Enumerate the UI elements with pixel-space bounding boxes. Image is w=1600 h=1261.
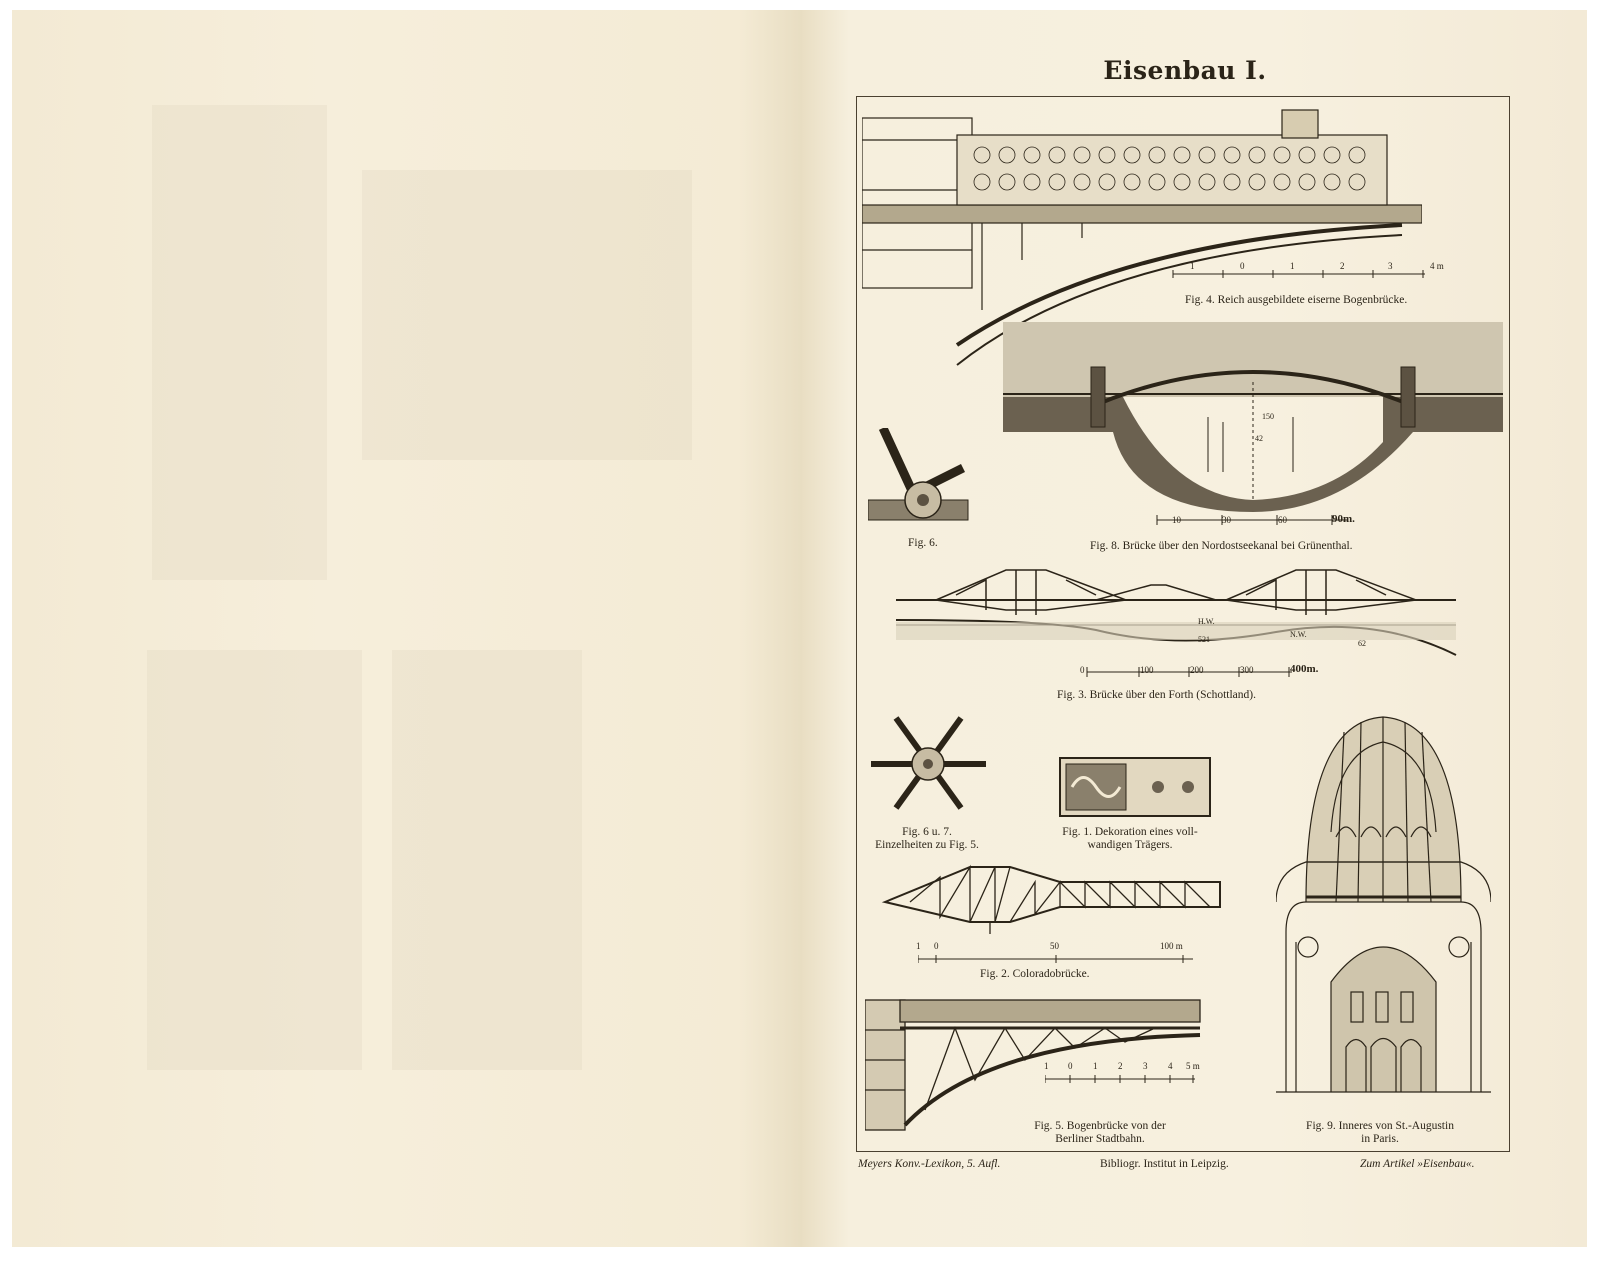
fig5-scale-label: 3	[1143, 1061, 1148, 1071]
fig4-caption: Fig. 4. Reich ausgebildete eiserne Bogenbrücke.	[1185, 294, 1408, 306]
fig2-scale-label: 1	[916, 941, 921, 951]
fig5-caption-line2: Berliner Stadtbahn.	[1055, 1133, 1145, 1145]
fig4-scale-label: 4 m	[1430, 261, 1444, 271]
fig8-scale-bar	[1152, 512, 1352, 528]
fig5-scale-label: 4	[1168, 1061, 1173, 1071]
fig5-caption-line1: Fig. 5. Bogenbrücke von der	[1034, 1120, 1166, 1132]
footer-left: Meyers Konv.-Lexikon, 5. Aufl.	[858, 1158, 1001, 1170]
fig1-girder-decoration	[1058, 754, 1214, 820]
fig4-scale-label: 3	[1388, 261, 1393, 271]
show-through-shadow	[392, 650, 582, 1070]
fig4-scale-label: 1	[1190, 261, 1195, 271]
fig8-scale-label: 10	[1172, 515, 1181, 525]
fig2-caption: Fig. 2. Coloradobrücke.	[980, 968, 1090, 980]
fig3-caption: Fig. 3. Brücke über den Forth (Schottland).	[1057, 689, 1256, 701]
fig4-scale-bar	[1165, 262, 1435, 282]
fig1-caption-line1: Fig. 1. Dekoration eines voll-	[1062, 826, 1198, 838]
fig4-scale-label: 1	[1290, 261, 1295, 271]
fig3-hw-label: H.W.	[1198, 617, 1215, 626]
fig3-scale-label: 400m.	[1290, 663, 1319, 675]
fig5-scale-label: 1	[1093, 1061, 1098, 1071]
fig8-caption: Fig. 8. Brücke über den Nordostseekanal bei Grünenthal.	[1090, 540, 1353, 552]
fig3-pier-label: 62	[1358, 639, 1366, 648]
footer-center: Bibliogr. Institut in Leipzig.	[1100, 1158, 1229, 1170]
fig9-caption-line1: Fig. 9. Inneres von St.-Augustin	[1306, 1120, 1454, 1132]
fig3-nw-label: N.W.	[1290, 630, 1307, 639]
fig8-scale-label: 60	[1278, 515, 1287, 525]
fig5-scale-label: 5 m	[1186, 1061, 1200, 1071]
fig8-canal-bridge	[1003, 322, 1503, 512]
fig4-scale-label: 2	[1340, 261, 1345, 271]
fig67-caption-line2: Einzelheiten zu Fig. 5.	[875, 839, 979, 851]
footer-right: Zum Artikel »Eisenbau«.	[1360, 1158, 1475, 1170]
fig5-scale-label: 2	[1118, 1061, 1123, 1071]
show-through-shadow	[152, 105, 327, 580]
fig8-height-label: 42	[1255, 434, 1263, 443]
fig5-berlin-arch-bridge	[865, 990, 1205, 1135]
fig5-scale-label: 1	[1044, 1061, 1049, 1071]
show-through-shadow	[362, 170, 692, 460]
fig6-joint-detail	[868, 428, 978, 528]
fig3-scale-label: 200	[1190, 665, 1204, 675]
fig2-scale-bar	[918, 952, 1198, 966]
fig2-colorado-bridge	[880, 862, 1225, 937]
fig3-scale-label: 0	[1080, 665, 1085, 675]
fig2-scale-label: 50	[1050, 941, 1059, 951]
fig5-scale-label: 0	[1068, 1061, 1073, 1071]
fig3-forth-bridge	[896, 560, 1466, 670]
fig2-scale-label: 0	[934, 941, 939, 951]
fig3-scale-label: 300	[1240, 665, 1254, 675]
left-page	[12, 10, 802, 1247]
fig6-caption: Fig. 6.	[908, 537, 938, 549]
fig8-span-label: 150	[1262, 412, 1274, 421]
page-title: Eisenbau I.	[1103, 56, 1267, 85]
fig5-scale-bar	[1045, 1072, 1200, 1086]
fig2-scale-label: 100 m	[1160, 941, 1183, 951]
fig3-scale-label: 100	[1140, 665, 1154, 675]
fig3-depth-label: 521	[1198, 635, 1210, 644]
fig4-scale-label: 0	[1240, 261, 1245, 271]
fig9-church-interior	[1276, 712, 1491, 1112]
fig67-star-joint	[866, 708, 991, 823]
fig8-scale-label: 90m.	[1332, 513, 1355, 525]
fig9-caption-line2: in Paris.	[1361, 1133, 1399, 1145]
fig67-caption-line1: Fig. 6 u. 7.	[902, 826, 952, 838]
fig8-scale-label: 30	[1222, 515, 1231, 525]
fig1-caption-line2: wandigen Trägers.	[1087, 839, 1173, 851]
show-through-shadow	[147, 650, 362, 1070]
